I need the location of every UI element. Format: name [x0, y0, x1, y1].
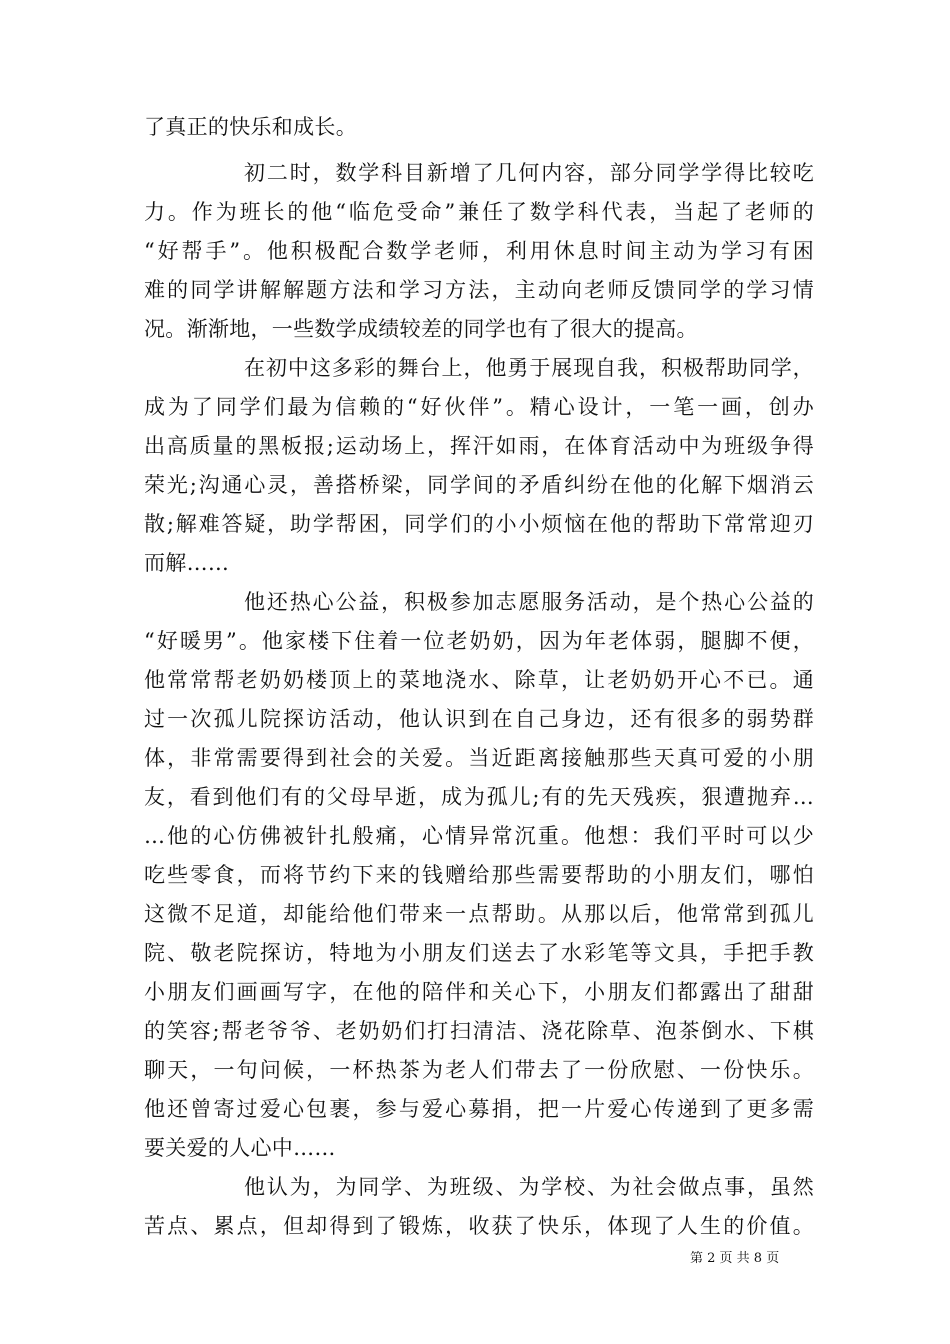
page-number: 第 2 页 共 8 页 — [690, 1251, 780, 1266]
text-line: 的笑容;帮老爷爷、老奶奶们打扫清洁、浇花除草、泡茶倒水、下棋 — [144, 1019, 814, 1043]
text-line: “好帮手”。他积极配合数学老师，利用休息时间主动为学习有困 — [144, 239, 814, 263]
text-line: 他常常帮老奶奶楼顶上的菜地浇水、除草，让老奶奶开心不已。通 — [144, 668, 814, 692]
text-line: 吃些零食，而将节约下来的钱赠给那些需要帮助的小朋友们，哪怕 — [144, 863, 814, 887]
text-line: 要关爱的人心中…… — [144, 1136, 336, 1160]
text-line: 出高质量的黑板报;运动场上，挥汗如雨，在体育活动中为班级争得 — [144, 434, 814, 458]
text-line: 散;解难答疑，助学帮困，同学们的小小烦恼在他的帮助下常常迎刃 — [144, 512, 814, 536]
text-line: “好暖男”。他家楼下住着一位老奶奶，因为年老体弱，腿脚不便， — [144, 629, 814, 653]
text-line: 况。渐渐地，一些数学成绩较差的同学也有了很大的提高。 — [144, 317, 698, 341]
text-line: 他认为，为同学、为班级、为学校、为社会做点事，虽然 — [244, 1175, 814, 1199]
text-line: 荣光;沟通心灵，善搭桥梁，同学间的矛盾纠纷在他的化解下烟消云 — [144, 473, 814, 497]
text-line: 初二时，数学科目新增了几何内容，部分同学学得比较吃 — [244, 161, 814, 185]
text-line: 力。作为班长的他“临危受命”兼任了数学科代表，当起了老师的 — [144, 200, 814, 224]
text-line: 在初中这多彩的舞台上，他勇于展现自我，积极帮助同学， — [244, 356, 814, 380]
text-line: 院、敬老院探访，特地为小朋友们送去了水彩笔等文具，手把手教 — [144, 941, 814, 965]
text-line: 他还热心公益，积极参加志愿服务活动，是个热心公益的 — [244, 590, 814, 614]
text-line: 这微不足道，却能给他们带来一点帮助。从那以后，他常常到孤儿 — [144, 902, 814, 926]
text-line: 他还曾寄过爱心包裹，参与爱心募捐，把一片爱心传递到了更多需 — [144, 1097, 814, 1121]
text-line: …他的心仿佛被针扎般痛，心情异常沉重。他想：我们平时可以少 — [144, 824, 814, 848]
text-line: 了真正的快乐和成长。 — [144, 115, 357, 139]
text-line: 而解…… — [144, 551, 230, 575]
text-line: 体，非常需要得到社会的关爱。当近距离接触那些天真可爱的小朋 — [144, 746, 814, 770]
text-line: 过一次孤儿院探访活动，他认识到在自己身边，还有很多的弱势群 — [144, 707, 814, 731]
text-line: 难的同学讲解解题方法和学习方法，主动向老师反馈同学的学习情 — [144, 278, 814, 302]
text-line: 小朋友们画画写字，在他的陪伴和关心下，小朋友们都露出了甜甜 — [144, 980, 814, 1004]
text-line: 聊天，一句问候，一杯热茶为老人们带去了一份欣慰、一份快乐。 — [144, 1058, 814, 1082]
text-line: 友，看到他们有的父母早逝，成为孤儿;有的先天残疾，狠遭抛弃… — [144, 785, 814, 809]
text-line: 苦点、累点，但却得到了锻炼，收获了快乐，体现了人生的价值。 — [144, 1214, 814, 1238]
text-line: 成为了同学们最为信赖的“好伙伴”。精心设计，一笔一画，创办 — [144, 395, 814, 419]
